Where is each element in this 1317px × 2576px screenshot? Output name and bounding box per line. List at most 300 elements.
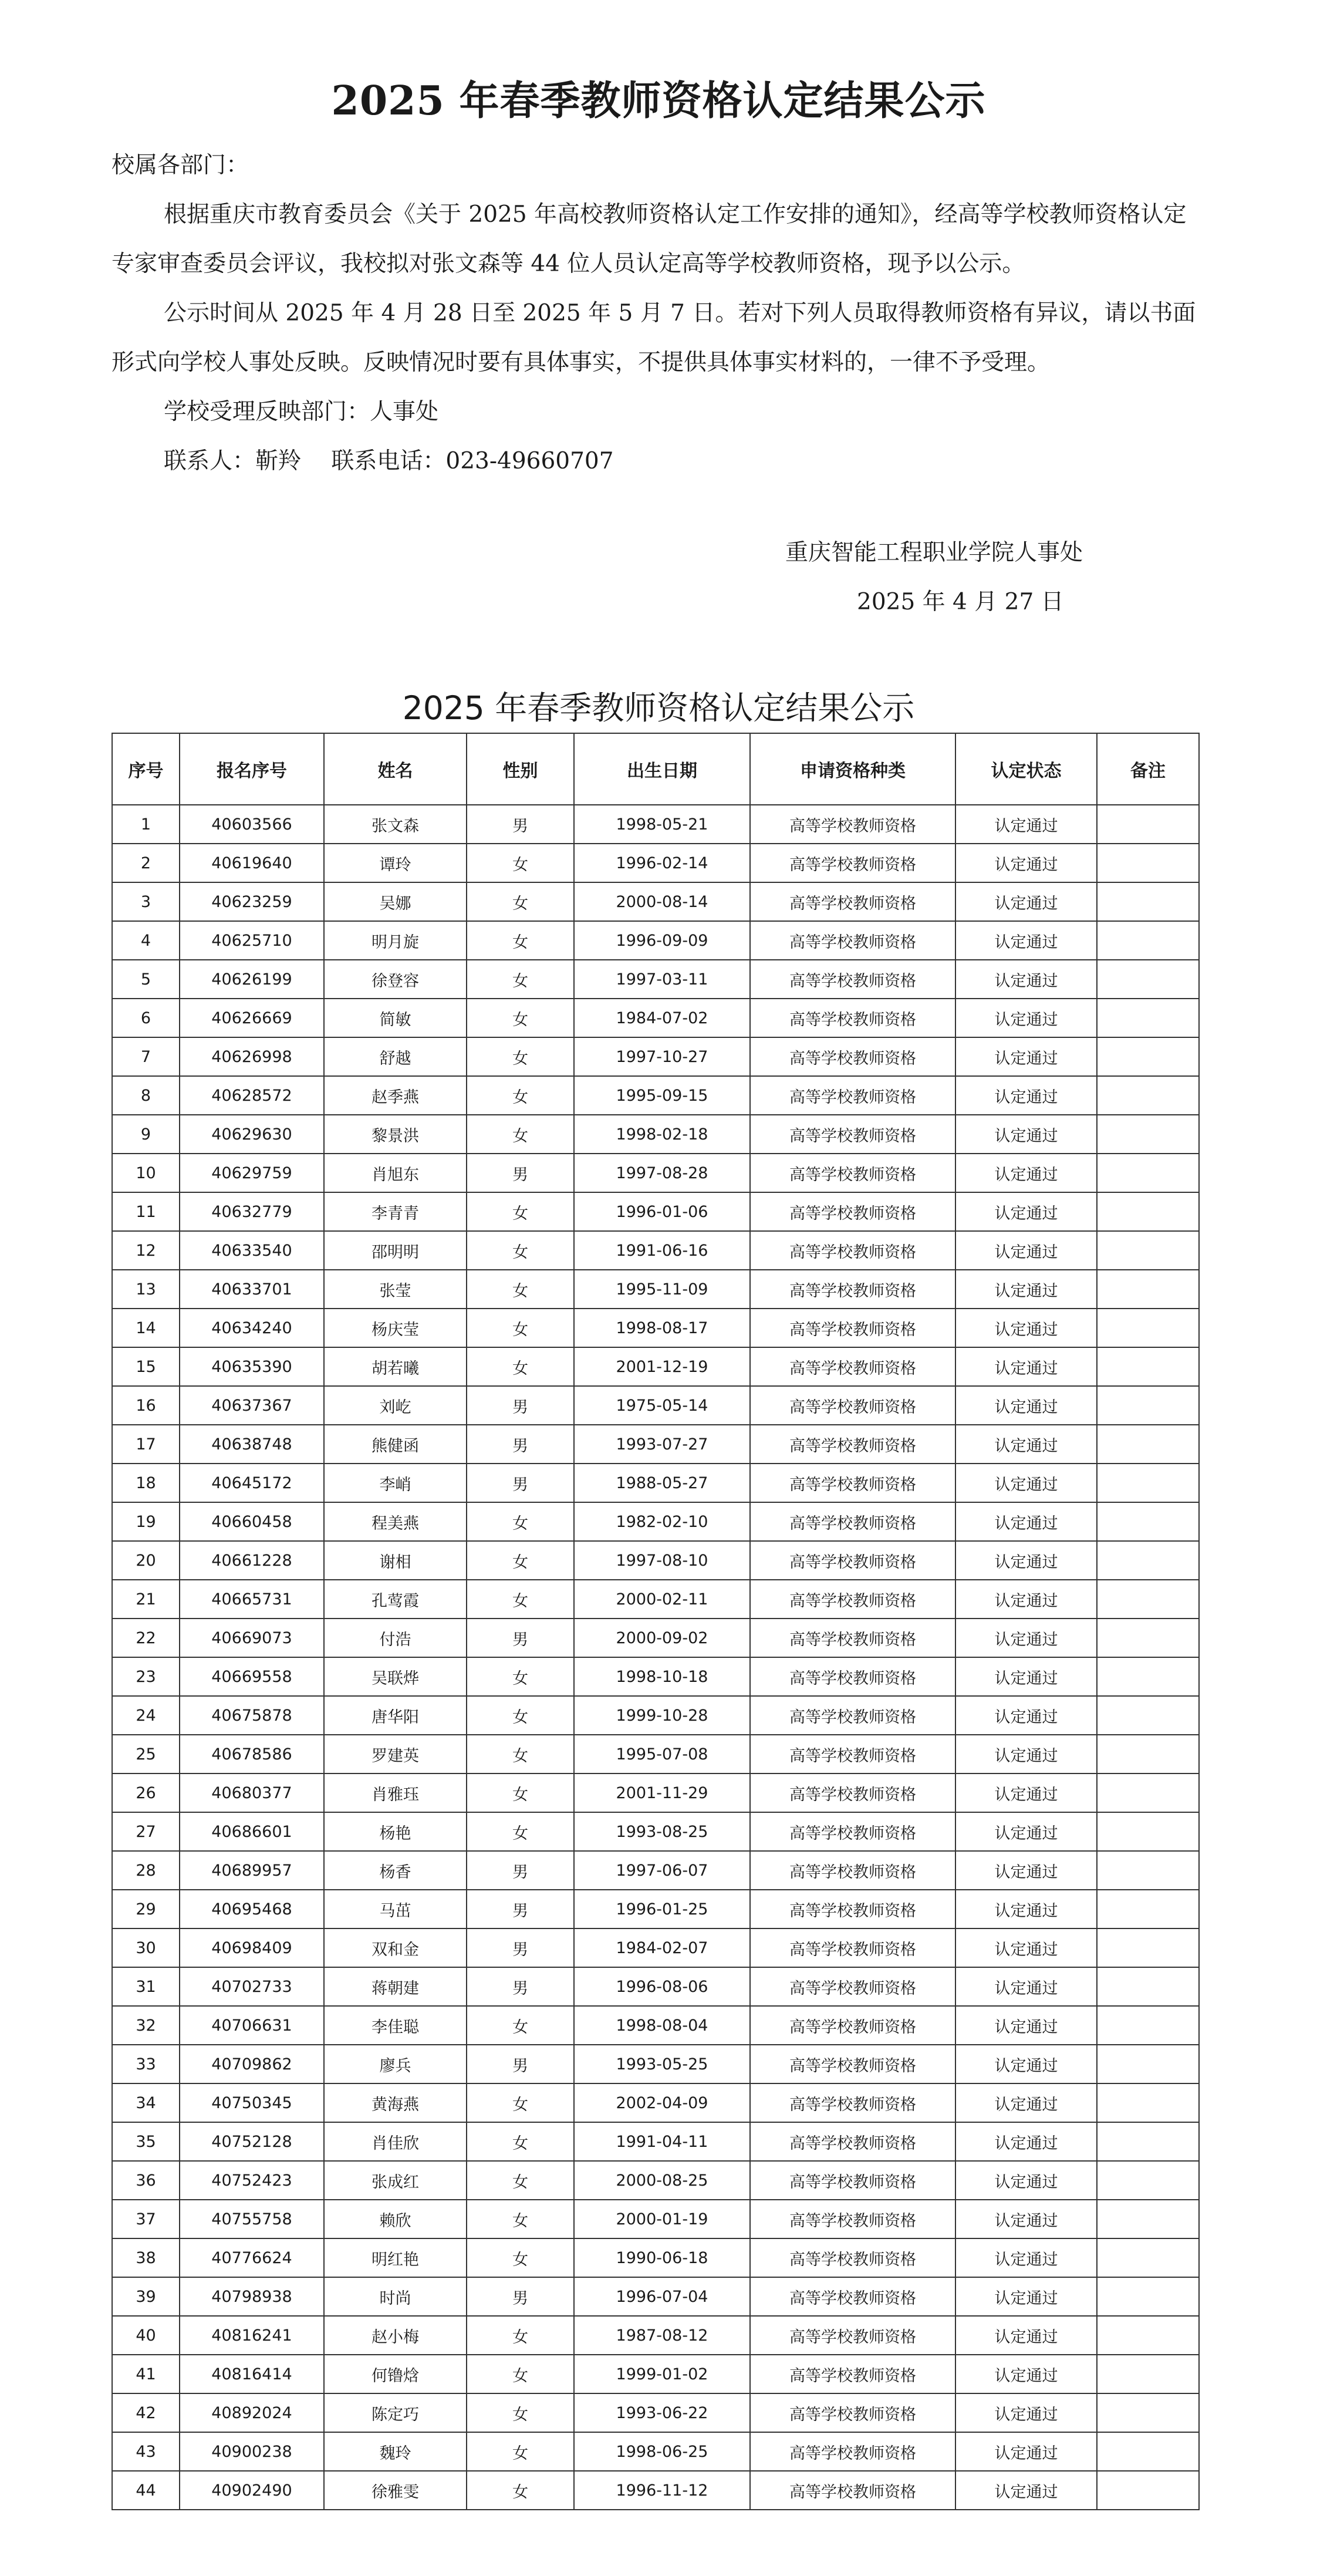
registration-no-cell: 40626199 bbox=[180, 960, 324, 999]
birth-date-cell: 2000-09-02 bbox=[574, 1619, 750, 1657]
remarks-cell bbox=[1097, 1851, 1199, 1890]
applicant-name-cell: 蒋朝建 bbox=[324, 1967, 467, 2006]
row-index-cell: 39 bbox=[112, 2277, 180, 2316]
status-cell: 认定通过 bbox=[955, 1657, 1097, 1696]
gender-cell: 女 bbox=[467, 2355, 574, 2393]
status-cell: 认定通过 bbox=[955, 1154, 1097, 1192]
header-col-remarks: 备注 bbox=[1097, 733, 1199, 805]
registration-no-cell: 40625710 bbox=[180, 921, 324, 960]
row-index-cell: 17 bbox=[112, 1425, 180, 1464]
status-cell: 认定通过 bbox=[955, 2393, 1097, 2432]
gender-cell: 女 bbox=[467, 1231, 574, 1270]
table-header-row bbox=[112, 733, 1199, 805]
remarks-cell bbox=[1097, 844, 1199, 882]
applicant-name-cell: 张文森 bbox=[324, 805, 467, 844]
header-col-name: 姓名 bbox=[324, 733, 467, 805]
applicant-name-cell: 张莹 bbox=[324, 1270, 467, 1309]
registration-no-cell: 40689957 bbox=[180, 1851, 324, 1890]
qualification-type-cell: 高等学校教师资格 bbox=[750, 1851, 955, 1890]
birth-date-cell: 1982-02-10 bbox=[574, 1502, 750, 1541]
registration-no-cell: 40776624 bbox=[180, 2238, 324, 2277]
remarks-cell bbox=[1097, 2083, 1199, 2122]
applicant-name-cell: 胡若曦 bbox=[324, 1347, 467, 1386]
birth-date-cell: 1987-08-12 bbox=[574, 2316, 750, 2355]
registration-no-cell: 40709862 bbox=[180, 2045, 324, 2083]
row-index-cell: 9 bbox=[112, 1115, 180, 1154]
contact-info: 联系人：靳羚 联系电话：023-49660707 bbox=[164, 448, 614, 474]
status-cell: 认定通过 bbox=[955, 1309, 1097, 1347]
registration-no-cell: 40702733 bbox=[180, 1967, 324, 2006]
gender-cell: 女 bbox=[467, 1309, 574, 1347]
qualification-type-cell: 高等学校教师资格 bbox=[750, 1154, 955, 1192]
qualification-type-cell: 高等学校教师资格 bbox=[750, 2161, 955, 2200]
status-cell: 认定通过 bbox=[955, 2083, 1097, 2122]
qualification-type-cell: 高等学校教师资格 bbox=[750, 1657, 955, 1696]
qualification-type-cell: 高等学校教师资格 bbox=[750, 960, 955, 999]
birth-date-cell: 2000-08-25 bbox=[574, 2161, 750, 2200]
status-cell: 认定通过 bbox=[955, 1890, 1097, 1928]
birth-date-cell: 1993-05-25 bbox=[574, 2045, 750, 2083]
table-row bbox=[112, 1967, 1199, 2006]
page-title: 2025 年春季教师资格认定结果公示 bbox=[331, 77, 986, 124]
registration-no-cell: 40755758 bbox=[180, 2200, 324, 2238]
gender-cell: 女 bbox=[467, 844, 574, 882]
feedback-department: 学校受理反映部门：人事处 bbox=[164, 399, 439, 425]
gender-cell: 女 bbox=[467, 999, 574, 1037]
row-index-cell: 43 bbox=[112, 2432, 180, 2471]
remarks-cell bbox=[1097, 805, 1199, 844]
qualification-type-cell: 高等学校教师资格 bbox=[750, 1696, 955, 1735]
qualification-type-cell: 高等学校教师资格 bbox=[750, 2277, 955, 2316]
row-index-cell: 40 bbox=[112, 2316, 180, 2355]
remarks-cell bbox=[1097, 1386, 1199, 1425]
birth-date-cell: 1988-05-27 bbox=[574, 1464, 750, 1502]
table-row bbox=[112, 1037, 1199, 1076]
row-index-cell: 8 bbox=[112, 1076, 180, 1115]
status-cell: 认定通过 bbox=[955, 2006, 1097, 2045]
row-index-cell: 38 bbox=[112, 2238, 180, 2277]
applicant-name-cell: 廖兵 bbox=[324, 2045, 467, 2083]
gender-cell: 男 bbox=[467, 1890, 574, 1928]
applicant-name-cell: 舒越 bbox=[324, 1037, 467, 1076]
qualification-type-cell: 高等学校教师资格 bbox=[750, 805, 955, 844]
birth-date-cell: 1998-08-17 bbox=[574, 1309, 750, 1347]
qualification-type-cell: 高等学校教师资格 bbox=[750, 1270, 955, 1309]
table-row bbox=[112, 1464, 1199, 1502]
notice-paragraph-period: 公示时间从 2025 年 4 月 28 日至 2025 年 5 月 7 日。若对下列人员取得教师资格有异议，请以书面形式向学校人事处反映。反映情况时要有具体事实，不提供具体事实材料的，一律不予受理。 bbox=[112, 300, 1196, 376]
gender-cell: 女 bbox=[467, 2200, 574, 2238]
applicant-name-cell: 杨艳 bbox=[324, 1812, 467, 1851]
remarks-cell bbox=[1097, 1231, 1199, 1270]
row-index-cell: 32 bbox=[112, 2006, 180, 2045]
remarks-cell bbox=[1097, 1890, 1199, 1928]
status-cell: 认定通过 bbox=[955, 1192, 1097, 1231]
status-cell: 认定通过 bbox=[955, 844, 1097, 882]
birth-date-cell: 2000-02-11 bbox=[574, 1580, 750, 1619]
gender-cell: 女 bbox=[467, 1076, 574, 1115]
applicant-name-cell: 谢相 bbox=[324, 1541, 467, 1580]
table-row bbox=[112, 1580, 1199, 1619]
row-index-cell: 35 bbox=[112, 2122, 180, 2161]
signature-unit: 重庆智能工程职业学院人事处 bbox=[785, 540, 1083, 566]
registration-no-cell: 40619640 bbox=[180, 844, 324, 882]
qualification-type-cell: 高等学校教师资格 bbox=[750, 1076, 955, 1115]
status-cell: 认定通过 bbox=[955, 2316, 1097, 2355]
gender-cell: 女 bbox=[467, 1502, 574, 1541]
registration-no-cell: 40626669 bbox=[180, 999, 324, 1037]
header-col-gender: 性别 bbox=[467, 733, 574, 805]
row-index-cell: 36 bbox=[112, 2161, 180, 2200]
row-index-cell: 10 bbox=[112, 1154, 180, 1192]
status-cell: 认定通过 bbox=[955, 1619, 1097, 1657]
remarks-cell bbox=[1097, 1967, 1199, 2006]
row-index-cell: 12 bbox=[112, 1231, 180, 1270]
row-index-cell: 44 bbox=[112, 2471, 180, 2510]
table-body bbox=[112, 805, 1199, 2510]
status-cell: 认定通过 bbox=[955, 1270, 1097, 1309]
row-index-cell: 16 bbox=[112, 1386, 180, 1425]
birth-date-cell: 1995-07-08 bbox=[574, 1735, 750, 1773]
table-row bbox=[112, 1657, 1199, 1696]
birth-date-cell: 1996-02-14 bbox=[574, 844, 750, 882]
remarks-cell bbox=[1097, 2200, 1199, 2238]
table-row bbox=[112, 1890, 1199, 1928]
remarks-cell bbox=[1097, 1270, 1199, 1309]
row-index-cell: 2 bbox=[112, 844, 180, 882]
status-cell: 认定通过 bbox=[955, 2238, 1097, 2277]
status-cell: 认定通过 bbox=[955, 1580, 1097, 1619]
applicant-name-cell: 时尚 bbox=[324, 2277, 467, 2316]
applicant-name-cell: 吴联烨 bbox=[324, 1657, 467, 1696]
gender-cell: 女 bbox=[467, 2393, 574, 2432]
registration-no-cell: 40626998 bbox=[180, 1037, 324, 1076]
status-cell: 认定通过 bbox=[955, 921, 1097, 960]
qualification-type-cell: 高等学校教师资格 bbox=[750, 1967, 955, 2006]
table-row bbox=[112, 2238, 1199, 2277]
status-cell: 认定通过 bbox=[955, 2200, 1097, 2238]
registration-no-cell: 40752423 bbox=[180, 2161, 324, 2200]
remarks-cell bbox=[1097, 1464, 1199, 1502]
gender-cell: 女 bbox=[467, 882, 574, 921]
gender-cell: 女 bbox=[467, 921, 574, 960]
gender-cell: 女 bbox=[467, 1657, 574, 1696]
applicant-name-cell: 杨香 bbox=[324, 1851, 467, 1890]
remarks-cell bbox=[1097, 1735, 1199, 1773]
remarks-cell bbox=[1097, 960, 1199, 999]
registration-no-cell: 40633540 bbox=[180, 1231, 324, 1270]
registration-no-cell: 40637367 bbox=[180, 1386, 324, 1425]
remarks-cell bbox=[1097, 1037, 1199, 1076]
signature-date: 2025 年 4 月 27 日 bbox=[857, 589, 1064, 615]
status-cell: 认定通过 bbox=[955, 960, 1097, 999]
table-title: 2025 年春季教师资格认定结果公示 bbox=[402, 689, 915, 727]
qualification-type-cell: 高等学校教师资格 bbox=[750, 1425, 955, 1464]
status-cell: 认定通过 bbox=[955, 2277, 1097, 2316]
row-index-cell: 29 bbox=[112, 1890, 180, 1928]
applicant-name-cell: 刘屹 bbox=[324, 1386, 467, 1425]
remarks-cell bbox=[1097, 2161, 1199, 2200]
table-row bbox=[112, 1347, 1199, 1386]
gender-cell: 男 bbox=[467, 1464, 574, 1502]
row-index-cell: 24 bbox=[112, 1696, 180, 1735]
remarks-cell bbox=[1097, 1347, 1199, 1386]
status-cell: 认定通过 bbox=[955, 1076, 1097, 1115]
gender-cell: 女 bbox=[467, 1192, 574, 1231]
status-cell: 认定通过 bbox=[955, 1928, 1097, 1967]
table-row bbox=[112, 1309, 1199, 1347]
qualification-type-cell: 高等学校教师资格 bbox=[750, 1309, 955, 1347]
remarks-cell bbox=[1097, 2432, 1199, 2471]
status-cell: 认定通过 bbox=[955, 2161, 1097, 2200]
table-row bbox=[112, 1696, 1199, 1735]
birth-date-cell: 1999-01-02 bbox=[574, 2355, 750, 2393]
birth-date-cell: 1984-02-07 bbox=[574, 1928, 750, 1967]
table-row bbox=[112, 2432, 1199, 2471]
registration-no-cell: 40752128 bbox=[180, 2122, 324, 2161]
gender-cell: 女 bbox=[467, 1037, 574, 1076]
gender-cell: 男 bbox=[467, 805, 574, 844]
applicant-name-cell: 杨庆莹 bbox=[324, 1309, 467, 1347]
birth-date-cell: 1998-08-04 bbox=[574, 2006, 750, 2045]
status-cell: 认定通过 bbox=[955, 1502, 1097, 1541]
status-cell: 认定通过 bbox=[955, 1115, 1097, 1154]
qualification-type-cell: 高等学校教师资格 bbox=[750, 1115, 955, 1154]
applicant-name-cell: 李峭 bbox=[324, 1464, 467, 1502]
qualification-type-cell: 高等学校教师资格 bbox=[750, 1192, 955, 1231]
remarks-cell bbox=[1097, 2316, 1199, 2355]
gender-cell: 男 bbox=[467, 1619, 574, 1657]
remarks-cell bbox=[1097, 2238, 1199, 2277]
remarks-cell bbox=[1097, 1696, 1199, 1735]
row-index-cell: 19 bbox=[112, 1502, 180, 1541]
gender-cell: 女 bbox=[467, 1270, 574, 1309]
applicant-name-cell: 双和金 bbox=[324, 1928, 467, 1967]
table-row bbox=[112, 2161, 1199, 2200]
row-index-cell: 34 bbox=[112, 2083, 180, 2122]
row-index-cell: 14 bbox=[112, 1309, 180, 1347]
gender-cell: 女 bbox=[467, 2316, 574, 2355]
applicant-name-cell: 肖佳欣 bbox=[324, 2122, 467, 2161]
status-cell: 认定通过 bbox=[955, 1967, 1097, 2006]
header-col-index: 序号 bbox=[112, 733, 180, 805]
table-row bbox=[112, 2277, 1199, 2316]
status-cell: 认定通过 bbox=[955, 1425, 1097, 1464]
registration-no-cell: 40900238 bbox=[180, 2432, 324, 2471]
registration-no-cell: 40902490 bbox=[180, 2471, 324, 2510]
gender-cell: 男 bbox=[467, 1851, 574, 1890]
gender-cell: 男 bbox=[467, 1154, 574, 1192]
row-index-cell: 21 bbox=[112, 1580, 180, 1619]
row-index-cell: 3 bbox=[112, 882, 180, 921]
table-row bbox=[112, 1619, 1199, 1657]
gender-cell: 女 bbox=[467, 2432, 574, 2471]
qualification-type-cell: 高等学校教师资格 bbox=[750, 2471, 955, 2510]
table-row bbox=[112, 805, 1199, 844]
remarks-cell bbox=[1097, 1192, 1199, 1231]
applicant-name-cell: 张成红 bbox=[324, 2161, 467, 2200]
status-cell: 认定通过 bbox=[955, 805, 1097, 844]
gender-cell: 男 bbox=[467, 1425, 574, 1464]
header-col-qualification-type: 申请资格种类 bbox=[750, 733, 955, 805]
birth-date-cell: 1993-07-27 bbox=[574, 1425, 750, 1464]
applicant-name-cell: 李青青 bbox=[324, 1192, 467, 1231]
applicant-name-cell: 马茁 bbox=[324, 1890, 467, 1928]
gender-cell: 女 bbox=[467, 2471, 574, 2510]
birth-date-cell: 1997-06-07 bbox=[574, 1851, 750, 1890]
qualification-type-cell: 高等学校教师资格 bbox=[750, 2083, 955, 2122]
row-index-cell: 31 bbox=[112, 1967, 180, 2006]
remarks-cell bbox=[1097, 2471, 1199, 2510]
birth-date-cell: 2000-08-14 bbox=[574, 882, 750, 921]
status-cell: 认定通过 bbox=[955, 1231, 1097, 1270]
row-index-cell: 1 bbox=[112, 805, 180, 844]
gender-cell: 女 bbox=[467, 1580, 574, 1619]
registration-no-cell: 40629630 bbox=[180, 1115, 324, 1154]
gender-cell: 男 bbox=[467, 2045, 574, 2083]
row-index-cell: 27 bbox=[112, 1812, 180, 1851]
gender-cell: 男 bbox=[467, 1386, 574, 1425]
registration-no-cell: 40669073 bbox=[180, 1619, 324, 1657]
applicant-name-cell: 程美燕 bbox=[324, 1502, 467, 1541]
status-cell: 认定通过 bbox=[955, 1347, 1097, 1386]
registration-no-cell: 40629759 bbox=[180, 1154, 324, 1192]
remarks-cell bbox=[1097, 1076, 1199, 1115]
row-index-cell: 4 bbox=[112, 921, 180, 960]
applicant-name-cell: 徐登容 bbox=[324, 960, 467, 999]
registration-no-cell: 40686601 bbox=[180, 1812, 324, 1851]
remarks-cell bbox=[1097, 2355, 1199, 2393]
gender-cell: 女 bbox=[467, 2006, 574, 2045]
status-cell: 认定通过 bbox=[955, 1037, 1097, 1076]
table-row bbox=[112, 2200, 1199, 2238]
status-cell: 认定通过 bbox=[955, 1773, 1097, 1812]
row-index-cell: 22 bbox=[112, 1619, 180, 1657]
qualification-type-cell: 高等学校教师资格 bbox=[750, 1347, 955, 1386]
table-row bbox=[112, 1812, 1199, 1851]
birth-date-cell: 1997-08-10 bbox=[574, 1541, 750, 1580]
birth-date-cell: 1996-11-12 bbox=[574, 2471, 750, 2510]
remarks-cell bbox=[1097, 921, 1199, 960]
qualification-type-cell: 高等学校教师资格 bbox=[750, 1735, 955, 1773]
registration-no-cell: 40665731 bbox=[180, 1580, 324, 1619]
registration-no-cell: 40798938 bbox=[180, 2277, 324, 2316]
table-row bbox=[112, 1386, 1199, 1425]
registration-no-cell: 40816414 bbox=[180, 2355, 324, 2393]
registration-no-cell: 40632779 bbox=[180, 1192, 324, 1231]
status-cell: 认定通过 bbox=[955, 2432, 1097, 2471]
birth-date-cell: 2000-01-19 bbox=[574, 2200, 750, 2238]
birth-date-cell: 1997-03-11 bbox=[574, 960, 750, 999]
gender-cell: 女 bbox=[467, 1735, 574, 1773]
row-index-cell: 25 bbox=[112, 1735, 180, 1773]
row-index-cell: 20 bbox=[112, 1541, 180, 1580]
status-cell: 认定通过 bbox=[955, 1851, 1097, 1890]
table-row bbox=[112, 2083, 1199, 2122]
table-row bbox=[112, 1270, 1199, 1309]
qualification-type-cell: 高等学校教师资格 bbox=[750, 2355, 955, 2393]
gender-cell: 女 bbox=[467, 1541, 574, 1580]
gender-cell: 女 bbox=[467, 1696, 574, 1735]
applicant-name-cell: 熊健函 bbox=[324, 1425, 467, 1464]
gender-cell: 女 bbox=[467, 1812, 574, 1851]
applicant-name-cell: 徐雅雯 bbox=[324, 2471, 467, 2510]
registration-no-cell: 40633701 bbox=[180, 1270, 324, 1309]
birth-date-cell: 2001-11-29 bbox=[574, 1773, 750, 1812]
status-cell: 认定通过 bbox=[955, 1812, 1097, 1851]
qualification-type-cell: 高等学校教师资格 bbox=[750, 1037, 955, 1076]
applicant-name-cell: 赖欣 bbox=[324, 2200, 467, 2238]
birth-date-cell: 2001-12-19 bbox=[574, 1347, 750, 1386]
table-row bbox=[112, 960, 1199, 999]
remarks-cell bbox=[1097, 1812, 1199, 1851]
registration-no-cell: 40623259 bbox=[180, 882, 324, 921]
qualification-type-cell: 高等学校教师资格 bbox=[750, 1231, 955, 1270]
applicant-name-cell: 李佳聪 bbox=[324, 2006, 467, 2045]
applicant-name-cell: 肖雅珏 bbox=[324, 1773, 467, 1812]
registration-no-cell: 40750345 bbox=[180, 2083, 324, 2122]
qualification-type-cell: 高等学校教师资格 bbox=[750, 1890, 955, 1928]
status-cell: 认定通过 bbox=[955, 1541, 1097, 1580]
row-index-cell: 15 bbox=[112, 1347, 180, 1386]
table-row bbox=[112, 1192, 1199, 1231]
registration-no-cell: 40698409 bbox=[180, 1928, 324, 1967]
applicant-name-cell: 简敏 bbox=[324, 999, 467, 1037]
gender-cell: 男 bbox=[467, 1967, 574, 2006]
registration-no-cell: 40680377 bbox=[180, 1773, 324, 1812]
row-index-cell: 37 bbox=[112, 2200, 180, 2238]
result-table bbox=[112, 733, 1200, 2510]
remarks-cell bbox=[1097, 1502, 1199, 1541]
applicant-name-cell: 赵季燕 bbox=[324, 1076, 467, 1115]
birth-date-cell: 1996-09-09 bbox=[574, 921, 750, 960]
table-row bbox=[112, 1541, 1199, 1580]
row-index-cell: 11 bbox=[112, 1192, 180, 1231]
row-index-cell: 23 bbox=[112, 1657, 180, 1696]
qualification-type-cell: 高等学校教师资格 bbox=[750, 1812, 955, 1851]
qualification-type-cell: 高等学校教师资格 bbox=[750, 844, 955, 882]
status-cell: 认定通过 bbox=[955, 1386, 1097, 1425]
qualification-type-cell: 高等学校教师资格 bbox=[750, 1580, 955, 1619]
qualification-type-cell: 高等学校教师资格 bbox=[750, 2006, 955, 2045]
row-index-cell: 13 bbox=[112, 1270, 180, 1309]
header-col-birth-date: 出生日期 bbox=[574, 733, 750, 805]
notice-body bbox=[112, 141, 1203, 486]
registration-no-cell: 40660458 bbox=[180, 1502, 324, 1541]
remarks-cell bbox=[1097, 1115, 1199, 1154]
registration-no-cell: 40678586 bbox=[180, 1735, 324, 1773]
remarks-cell bbox=[1097, 1928, 1199, 1967]
registration-no-cell: 40816241 bbox=[180, 2316, 324, 2355]
registration-no-cell: 40706631 bbox=[180, 2006, 324, 2045]
row-index-cell: 42 bbox=[112, 2393, 180, 2432]
registration-no-cell: 40634240 bbox=[180, 1309, 324, 1347]
registration-no-cell: 40628572 bbox=[180, 1076, 324, 1115]
gender-cell: 女 bbox=[467, 2122, 574, 2161]
table-row bbox=[112, 1851, 1199, 1890]
qualification-type-cell: 高等学校教师资格 bbox=[750, 1464, 955, 1502]
qualification-type-cell: 高等学校教师资格 bbox=[750, 1773, 955, 1812]
table-row bbox=[112, 1154, 1199, 1192]
status-cell: 认定通过 bbox=[955, 1696, 1097, 1735]
applicant-name-cell: 魏玲 bbox=[324, 2432, 467, 2471]
row-index-cell: 5 bbox=[112, 960, 180, 999]
status-cell: 认定通过 bbox=[955, 1735, 1097, 1773]
qualification-type-cell: 高等学校教师资格 bbox=[750, 2432, 955, 2471]
status-cell: 认定通过 bbox=[955, 882, 1097, 921]
birth-date-cell: 1998-02-18 bbox=[574, 1115, 750, 1154]
registration-no-cell: 40675878 bbox=[180, 1696, 324, 1735]
applicant-name-cell: 孔莺霞 bbox=[324, 1580, 467, 1619]
